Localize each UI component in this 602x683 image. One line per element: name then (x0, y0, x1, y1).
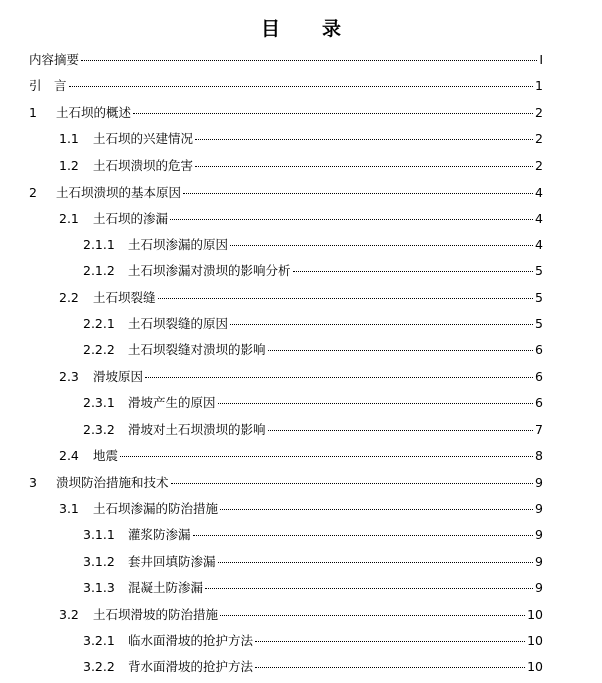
toc-entry-page-number: 6 (535, 342, 543, 357)
toc-entry-number: 2.3.2 (83, 422, 115, 437)
page-title-char-1: 目 (260, 18, 280, 40)
toc-entry-number: 1.2 (59, 158, 79, 173)
toc-dot-leader (220, 509, 533, 510)
toc-entry-title: 土石坝溃坝的危害 (93, 158, 194, 173)
toc-entry-number: 3.1.2 (83, 554, 115, 569)
toc-entry[interactable] (59, 499, 543, 517)
toc-entry[interactable] (83, 631, 543, 649)
toc-entry-page-number: 10 (527, 633, 543, 648)
toc-entry-title: 内容摘要 (29, 52, 80, 67)
toc-entry-title: 地震 (93, 448, 119, 463)
toc-entry-title: 滑坡产生的原因 (128, 395, 216, 410)
toc-entry-page-number: I (539, 52, 543, 67)
toc-dot-leader (120, 456, 533, 457)
toc-dot-leader (220, 615, 525, 616)
toc-entry-number: 3.2 (59, 607, 79, 622)
toc-entry-number: 3.1 (59, 501, 79, 516)
toc-entry-title: 土石坝渗漏的防治措施 (93, 501, 219, 516)
toc-entry-title: 土石坝滑坡的防治措施 (93, 607, 219, 622)
toc-entry[interactable] (83, 657, 543, 675)
page-title-char-2: 录 (322, 18, 342, 40)
toc-entry-page-number: 9 (535, 475, 543, 490)
toc-entry[interactable] (83, 578, 543, 596)
toc-entry-page-number: 1 (535, 78, 543, 93)
toc-entry-number: 3 (29, 475, 37, 490)
toc-entry-title: 土石坝的兴建情况 (93, 131, 194, 146)
toc-entry-number: 2 (29, 185, 37, 200)
toc-entry-number: 2.2 (59, 290, 79, 305)
toc-dot-leader (133, 113, 533, 114)
toc-entry[interactable] (59, 156, 543, 174)
toc-entry-number: 2.4 (59, 448, 79, 463)
toc-entry-title: 土石坝裂缝的原因 (128, 316, 229, 331)
toc-entry-title: 土石坝的渗漏 (93, 211, 169, 226)
toc-dot-leader (170, 219, 533, 220)
toc-entry-page-number: 4 (535, 185, 543, 200)
toc-dot-leader (183, 193, 533, 194)
toc-entry[interactable] (29, 103, 543, 121)
toc-dot-leader (255, 641, 525, 642)
toc-entry-page-number: 9 (535, 527, 543, 542)
toc-entry-page-number: 8 (535, 448, 543, 463)
toc-entry[interactable] (59, 129, 543, 147)
toc-dot-leader (145, 377, 533, 378)
toc-entry-page-number: 6 (535, 369, 543, 384)
toc-entry[interactable] (83, 420, 543, 438)
toc-entry-title: 背水面滑坡的抢护方法 (128, 659, 254, 674)
toc-dot-leader (230, 324, 533, 325)
toc-entry-page-number: 5 (535, 263, 543, 278)
toc-dot-leader (268, 430, 534, 431)
toc-entry-page-number: 4 (535, 211, 543, 226)
toc-entry-page-number: 6 (535, 395, 543, 410)
toc-entry-page-number: 7 (535, 422, 543, 437)
toc-entry-number: 3.1.3 (83, 580, 115, 595)
toc-entry-page-number: 9 (535, 554, 543, 569)
toc-entry-number: 3.1.1 (83, 527, 115, 542)
toc-entry-number: 2.3 (59, 369, 79, 384)
toc-dot-leader (268, 350, 534, 351)
toc-entry[interactable] (83, 340, 543, 358)
toc-entry-page-number: 2 (535, 105, 543, 120)
toc-dot-leader (218, 403, 534, 404)
toc-dot-leader (293, 271, 534, 272)
toc-entry-number: 1 (29, 105, 37, 120)
toc-entry[interactable] (83, 552, 543, 570)
toc-entry-title: 灌浆防渗漏 (128, 527, 191, 542)
toc-entry-title: 套井回填防渗漏 (128, 554, 216, 569)
toc-entry[interactable] (29, 473, 543, 491)
toc-entry-title: 土石坝裂缝 (93, 290, 156, 305)
toc-entry[interactable] (83, 261, 543, 279)
toc-dot-leader (205, 588, 533, 589)
toc-entry-number: 2.3.1 (83, 395, 115, 410)
toc-entry-title: 滑坡对土石坝溃坝的影响 (128, 422, 266, 437)
toc-entry[interactable] (83, 525, 543, 543)
toc-entry-page-number: 9 (535, 501, 543, 516)
toc-entry-number: 3.2.1 (83, 633, 115, 648)
toc-entry-title: 混凝土防渗漏 (128, 580, 204, 595)
toc-entry-title: 土石坝渗漏的原因 (128, 237, 229, 252)
toc-entry-number: 2.2.2 (83, 342, 115, 357)
toc-entry-page-number: 4 (535, 237, 543, 252)
toc-dot-leader (255, 667, 525, 668)
toc-entry-number: 2.1 (59, 211, 79, 226)
toc-entry-number: 2.1.2 (83, 263, 115, 278)
page-title (0, 14, 602, 41)
toc-entry-title: 临水面滑坡的抢护方法 (128, 633, 254, 648)
toc-dot-leader (230, 245, 533, 246)
toc-entry-title: 滑坡原因 (93, 369, 144, 384)
toc-entry[interactable] (59, 367, 543, 385)
toc-entry-number: 3.2.2 (83, 659, 115, 674)
toc-dot-leader (193, 535, 534, 536)
toc-dot-leader (195, 166, 533, 167)
toc-entry-page-number: 5 (535, 290, 543, 305)
toc-entry-number: 1.1 (59, 131, 79, 146)
toc-dot-leader (81, 60, 537, 61)
toc-entry-title: 土石坝裂缝对溃坝的影响 (128, 342, 266, 357)
toc-entry[interactable] (83, 314, 543, 332)
toc-entry-page-number: 2 (535, 131, 543, 146)
toc-entry-title: 土石坝的概述 (56, 105, 132, 120)
toc-entry[interactable] (29, 183, 543, 201)
toc-entry-page-number: 2 (535, 158, 543, 173)
toc-entry-title: 土石坝渗漏对溃坝的影响分析 (128, 263, 291, 278)
toc-entry-page-number: 10 (527, 607, 543, 622)
toc-entry[interactable] (59, 605, 543, 623)
toc-entry[interactable] (29, 50, 543, 68)
toc-dot-leader (171, 483, 534, 484)
toc-entry[interactable] (59, 446, 543, 464)
toc-entry-page-number: 9 (535, 580, 543, 595)
toc-dot-leader (158, 298, 534, 299)
toc-entry-title: 土石坝溃坝的基本原因 (56, 185, 182, 200)
toc-entry-number: 2.2.1 (83, 316, 115, 331)
toc-entry[interactable] (59, 288, 543, 306)
toc-entry-title: 引 言 (29, 78, 67, 93)
toc-dot-leader (218, 562, 534, 563)
toc-entry-title: 溃坝防治措施和技术 (56, 475, 169, 490)
toc-entry[interactable] (83, 235, 543, 253)
toc-dot-leader (69, 86, 534, 87)
toc-entry[interactable] (29, 76, 543, 94)
toc-entry-page-number: 10 (527, 659, 543, 674)
toc-entry[interactable] (83, 393, 543, 411)
toc-entry-number: 2.1.1 (83, 237, 115, 252)
toc-entry[interactable] (59, 209, 543, 227)
toc-dot-leader (195, 139, 533, 140)
toc-entry-page-number: 5 (535, 316, 543, 331)
